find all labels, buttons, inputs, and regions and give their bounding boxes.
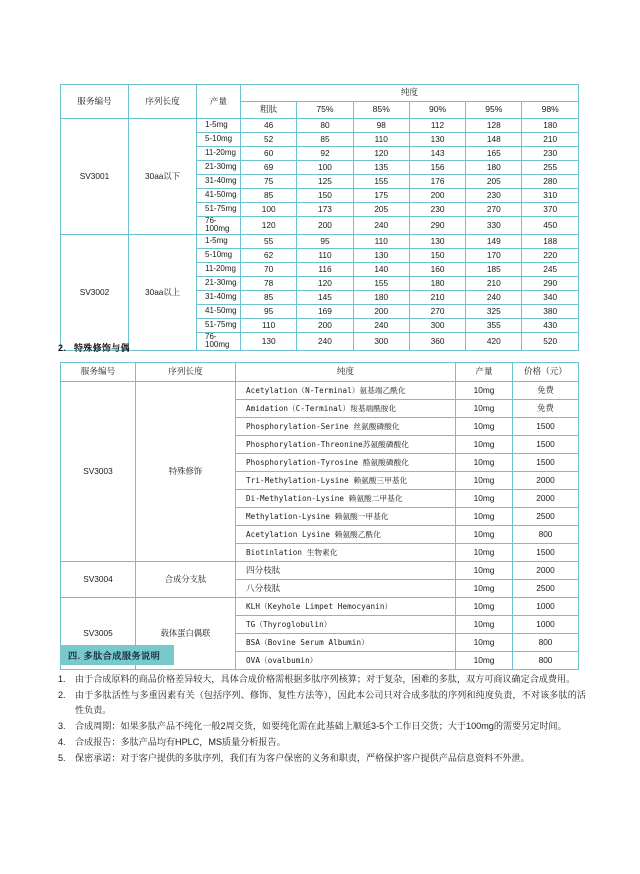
cell-modification-name: TG（Thyroglobulin） bbox=[236, 616, 456, 634]
note-number: 5. bbox=[58, 753, 66, 763]
cell-price-3: 360 bbox=[409, 332, 465, 350]
cell-yield: 10mg bbox=[456, 436, 513, 454]
cell-price-5: 188 bbox=[522, 234, 578, 248]
header-seq-length: 序列长度 bbox=[129, 85, 197, 119]
header-purity-group: 纯度 bbox=[241, 85, 579, 102]
cell-yield: 1-5mg bbox=[197, 234, 241, 248]
cell-price: 1000 bbox=[513, 616, 579, 634]
cell-service-no: SV3005 bbox=[61, 598, 136, 670]
cell-yield: 5-10mg bbox=[197, 133, 241, 147]
cell-modification-name: Phosphorylation-Serine 丝氨酸磷酸化 bbox=[236, 418, 456, 436]
cell-price-1: 100 bbox=[297, 161, 353, 175]
header-purity-5: 98% bbox=[522, 102, 578, 119]
cell-price-1: 145 bbox=[297, 290, 353, 304]
service-notes-heading: 四. 多肽合成服务说明 bbox=[60, 645, 174, 665]
cell-modification-name: 八分枝肽 bbox=[236, 580, 456, 598]
section-2-heading bbox=[58, 341, 130, 354]
cell-price-2: 110 bbox=[353, 234, 409, 248]
peptide-purity-price-table bbox=[60, 84, 579, 351]
cell-seq-length: 合成分支肽 bbox=[136, 562, 236, 598]
cell-price-3: 150 bbox=[409, 248, 465, 262]
cell-price-0: 130 bbox=[241, 332, 297, 350]
table-row bbox=[61, 382, 579, 400]
cell-price-2: 240 bbox=[353, 318, 409, 332]
header-purity-4: 95% bbox=[466, 102, 522, 119]
cell-price-2: 175 bbox=[353, 189, 409, 203]
note-text: 合成报告：多肽产品均有HPLC，MS质量分析报告。 bbox=[75, 737, 286, 747]
cell-yield: 10mg bbox=[456, 598, 513, 616]
cell-price-2: 130 bbox=[353, 248, 409, 262]
cell-price-4: 240 bbox=[466, 290, 522, 304]
cell-price-2: 180 bbox=[353, 290, 409, 304]
cell-price-5: 245 bbox=[522, 262, 578, 276]
cell-seq-length: 30aa以上 bbox=[129, 234, 197, 350]
cell-modification-name: 四分枝肽 bbox=[236, 562, 456, 580]
cell-yield: 41-50mg bbox=[197, 304, 241, 318]
cell-price: 免费 bbox=[513, 382, 579, 400]
note-item-3 bbox=[58, 719, 586, 734]
cell-yield: 10mg bbox=[456, 382, 513, 400]
cell-yield: 11-20mg bbox=[197, 262, 241, 276]
cell-price: 2500 bbox=[513, 580, 579, 598]
cell-seq-length: 载体蛋白偶联 bbox=[136, 598, 236, 670]
header-purity-1: 75% bbox=[297, 102, 353, 119]
cell-yield: 11-20mg bbox=[197, 147, 241, 161]
cell-price-0: 62 bbox=[241, 248, 297, 262]
note-text: 保密承诺：对于客户提供的多肽序列，我们有为客户保密的义务和职责，严格保护客户提供产品信息资料不外泄。 bbox=[75, 753, 530, 763]
cell-price-1: 80 bbox=[297, 119, 353, 133]
header-service-no: 服务编号 bbox=[61, 85, 129, 119]
cell-price: 800 bbox=[513, 634, 579, 652]
cell-yield: 10mg bbox=[456, 616, 513, 634]
cell-yield: 5-10mg bbox=[197, 248, 241, 262]
cell-price-3: 160 bbox=[409, 262, 465, 276]
section-2-title: 特殊修饰与偶 bbox=[74, 343, 130, 353]
cell-yield: 10mg bbox=[456, 562, 513, 580]
cell-price-3: 200 bbox=[409, 189, 465, 203]
cell-price-2: 240 bbox=[353, 217, 409, 235]
cell-price-1: 125 bbox=[297, 175, 353, 189]
cell-price-0: 55 bbox=[241, 234, 297, 248]
cell-price-2: 155 bbox=[353, 276, 409, 290]
cell-price-4: 355 bbox=[466, 318, 522, 332]
cell-price-2: 110 bbox=[353, 133, 409, 147]
cell-price-3: 290 bbox=[409, 217, 465, 235]
cell-price-5: 180 bbox=[522, 119, 578, 133]
cell-price-5: 290 bbox=[522, 276, 578, 290]
cell-price-4: 325 bbox=[466, 304, 522, 318]
mods-table-head bbox=[61, 363, 579, 382]
cell-price: 800 bbox=[513, 652, 579, 670]
note-text: 由于多肽活性与多重因素有关（包括序列、修饰、复性方法等），因此本公司只对合成多肽的序列和纯度负责，不对该多肽的活性负责。 bbox=[75, 690, 586, 715]
cell-price-0: 100 bbox=[241, 203, 297, 217]
cell-modification-name: Amidation（C-Terminal）羧基端酰胺化 bbox=[236, 400, 456, 418]
cell-price-3: 300 bbox=[409, 318, 465, 332]
cell-price: 1500 bbox=[513, 544, 579, 562]
header-mod-seq-length: 序列长度 bbox=[136, 363, 236, 382]
header-yield: 产量 bbox=[197, 85, 241, 119]
header-purity-0: 粗肽 bbox=[241, 102, 297, 119]
section-2-number: 2. bbox=[58, 343, 67, 353]
cell-yield: 1-5mg bbox=[197, 119, 241, 133]
cell-price-0: 110 bbox=[241, 318, 297, 332]
cell-yield: 10mg bbox=[456, 652, 513, 670]
cell-price-4: 170 bbox=[466, 248, 522, 262]
cell-price-4: 149 bbox=[466, 234, 522, 248]
cell-price-1: 200 bbox=[297, 217, 353, 235]
cell-price-5: 520 bbox=[522, 332, 578, 350]
note-number: 2. bbox=[58, 690, 66, 700]
cell-yield: 51-75mg bbox=[197, 318, 241, 332]
cell-price-4: 230 bbox=[466, 189, 522, 203]
purity-header-row-1 bbox=[61, 85, 579, 102]
cell-price-0: 75 bbox=[241, 175, 297, 189]
cell-yield: 10mg bbox=[456, 526, 513, 544]
cell-seq-length: 30aa以下 bbox=[129, 119, 197, 235]
cell-price: 免费 bbox=[513, 400, 579, 418]
note-number: 1. bbox=[58, 674, 66, 684]
cell-price-5: 230 bbox=[522, 147, 578, 161]
cell-price-0: 85 bbox=[241, 189, 297, 203]
special-modification-table bbox=[60, 362, 579, 670]
cell-price-2: 98 bbox=[353, 119, 409, 133]
cell-price-0: 70 bbox=[241, 262, 297, 276]
cell-modification-name: Acetylation（N-Terminal）氨基端乙酰化 bbox=[236, 382, 456, 400]
cell-price-5: 380 bbox=[522, 304, 578, 318]
cell-price-2: 120 bbox=[353, 147, 409, 161]
table-row bbox=[61, 598, 579, 616]
cell-price-0: 78 bbox=[241, 276, 297, 290]
cell-price-5: 450 bbox=[522, 217, 578, 235]
purity-table-body bbox=[61, 119, 579, 351]
table-row bbox=[61, 234, 579, 248]
mods-header-row bbox=[61, 363, 579, 382]
cell-price-4: 420 bbox=[466, 332, 522, 350]
header-mod-yield: 产量 bbox=[456, 363, 513, 382]
cell-yield: 10mg bbox=[456, 472, 513, 490]
cell-yield: 31-40mg bbox=[197, 290, 241, 304]
cell-price-5: 430 bbox=[522, 318, 578, 332]
header-mod-purity: 纯度 bbox=[236, 363, 456, 382]
cell-yield: 21-30mg bbox=[197, 161, 241, 175]
cell-price-4: 148 bbox=[466, 133, 522, 147]
cell-price-2: 135 bbox=[353, 161, 409, 175]
cell-price-2: 140 bbox=[353, 262, 409, 276]
cell-price: 1000 bbox=[513, 598, 579, 616]
cell-price-4: 165 bbox=[466, 147, 522, 161]
cell-yield: 21-30mg bbox=[197, 276, 241, 290]
cell-price-1: 85 bbox=[297, 133, 353, 147]
cell-price-5: 340 bbox=[522, 290, 578, 304]
mods-table-body bbox=[61, 382, 579, 670]
cell-yield: 10mg bbox=[456, 418, 513, 436]
cell-price-1: 240 bbox=[297, 332, 353, 350]
cell-price-1: 95 bbox=[297, 234, 353, 248]
cell-modification-name: BSA（Bovine Serum Albumin） bbox=[236, 634, 456, 652]
note-item-4 bbox=[58, 735, 586, 750]
cell-price-0: 85 bbox=[241, 290, 297, 304]
cell-price-3: 112 bbox=[409, 119, 465, 133]
note-number: 4. bbox=[58, 737, 66, 747]
cell-price-0: 120 bbox=[241, 217, 297, 235]
cell-price-4: 270 bbox=[466, 203, 522, 217]
cell-service-no: SV3001 bbox=[61, 119, 129, 235]
note-item-1 bbox=[58, 672, 586, 687]
cell-yield: 51-75mg bbox=[197, 203, 241, 217]
cell-price-5: 280 bbox=[522, 175, 578, 189]
note-text: 由于合成原料的商品价格差异较大，具体合成价格需根据多肽序列核算；对于复杂，困难的多肽，双方可商议确定合成费用。 bbox=[75, 674, 576, 684]
cell-price: 1500 bbox=[513, 436, 579, 454]
cell-price-4: 205 bbox=[466, 175, 522, 189]
note-item-5 bbox=[58, 751, 586, 766]
cell-price-1: 116 bbox=[297, 262, 353, 276]
cell-service-no: SV3003 bbox=[61, 382, 136, 562]
cell-price-3: 130 bbox=[409, 133, 465, 147]
cell-yield: 10mg bbox=[456, 580, 513, 598]
cell-price-2: 155 bbox=[353, 175, 409, 189]
cell-price-0: 52 bbox=[241, 133, 297, 147]
cell-modification-name: OVA（ovalbumin） bbox=[236, 652, 456, 670]
cell-modification-name: Acetylation Lysine 赖氨酸乙酰化 bbox=[236, 526, 456, 544]
cell-price-3: 230 bbox=[409, 203, 465, 217]
cell-service-no: SV3002 bbox=[61, 234, 129, 350]
cell-price-3: 156 bbox=[409, 161, 465, 175]
cell-price-2: 205 bbox=[353, 203, 409, 217]
cell-price-5: 370 bbox=[522, 203, 578, 217]
cell-price-1: 150 bbox=[297, 189, 353, 203]
header-mod-service-no: 服务编号 bbox=[61, 363, 136, 382]
table-row bbox=[61, 562, 579, 580]
cell-price-5: 255 bbox=[522, 161, 578, 175]
cell-modification-name: KLH（Keyhole Limpet Hemocyanin） bbox=[236, 598, 456, 616]
header-mod-price: 价格（元） bbox=[513, 363, 579, 382]
table-row bbox=[61, 119, 579, 133]
cell-price-1: 169 bbox=[297, 304, 353, 318]
purity-table-head bbox=[61, 85, 579, 119]
cell-price-2: 200 bbox=[353, 304, 409, 318]
cell-price-1: 173 bbox=[297, 203, 353, 217]
note-item-2 bbox=[58, 688, 586, 718]
cell-yield: 10mg bbox=[456, 508, 513, 526]
cell-price-4: 180 bbox=[466, 161, 522, 175]
cell-yield: 10mg bbox=[456, 400, 513, 418]
header-purity-3: 90% bbox=[409, 102, 465, 119]
service-notes-list bbox=[58, 672, 586, 767]
cell-modification-name: Phosphorylation-Threonine苏氨酸磷酸化 bbox=[236, 436, 456, 454]
cell-price-3: 270 bbox=[409, 304, 465, 318]
cell-price-1: 200 bbox=[297, 318, 353, 332]
cell-price-1: 92 bbox=[297, 147, 353, 161]
cell-price: 2000 bbox=[513, 490, 579, 508]
cell-price-3: 130 bbox=[409, 234, 465, 248]
cell-price-1: 120 bbox=[297, 276, 353, 290]
header-purity-2: 85% bbox=[353, 102, 409, 119]
cell-price-5: 210 bbox=[522, 133, 578, 147]
cell-price-3: 176 bbox=[409, 175, 465, 189]
cell-seq-length: 特殊修饰 bbox=[136, 382, 236, 562]
cell-price-3: 180 bbox=[409, 276, 465, 290]
cell-price-1: 110 bbox=[297, 248, 353, 262]
cell-price-4: 185 bbox=[466, 262, 522, 276]
cell-price: 2000 bbox=[513, 472, 579, 490]
cell-modification-name: Phosphorylation-Tyrosine 酪氨酸磷酸化 bbox=[236, 454, 456, 472]
cell-yield: 10mg bbox=[456, 454, 513, 472]
cell-yield: 10mg bbox=[456, 490, 513, 508]
cell-price-0: 95 bbox=[241, 304, 297, 318]
cell-modification-name: Biotinlation 生物素化 bbox=[236, 544, 456, 562]
cell-price: 1500 bbox=[513, 454, 579, 472]
cell-modification-name: Methylation-Lysine 赖氨酸一甲基化 bbox=[236, 508, 456, 526]
cell-price-5: 310 bbox=[522, 189, 578, 203]
cell-modification-name: Tri-Methylation-Lysine 赖氨酸三甲基化 bbox=[236, 472, 456, 490]
note-text: 合成周期：如果多肽产品不纯化一般2周交货，如要纯化需在此基础上顺延3-5个工作日交货；大于100mg的需要另定时间。 bbox=[75, 721, 567, 731]
cell-service-no: SV3004 bbox=[61, 562, 136, 598]
cell-price-0: 69 bbox=[241, 161, 297, 175]
cell-yield: 31-40mg bbox=[197, 175, 241, 189]
cell-price-4: 128 bbox=[466, 119, 522, 133]
cell-price: 1500 bbox=[513, 418, 579, 436]
cell-price-4: 330 bbox=[466, 217, 522, 235]
cell-price: 2000 bbox=[513, 562, 579, 580]
cell-yield: 41-50mg bbox=[197, 189, 241, 203]
cell-yield: 76-100mg bbox=[197, 332, 241, 350]
cell-price-5: 220 bbox=[522, 248, 578, 262]
cell-yield: 10mg bbox=[456, 634, 513, 652]
cell-price-0: 60 bbox=[241, 147, 297, 161]
cell-price-3: 210 bbox=[409, 290, 465, 304]
cell-modification-name: Di-Methylation-Lysine 赖氨酸二甲基化 bbox=[236, 490, 456, 508]
cell-price-2: 300 bbox=[353, 332, 409, 350]
note-number: 3. bbox=[58, 721, 66, 731]
cell-price-0: 46 bbox=[241, 119, 297, 133]
cell-yield: 10mg bbox=[456, 544, 513, 562]
cell-price: 2500 bbox=[513, 508, 579, 526]
cell-price-3: 143 bbox=[409, 147, 465, 161]
cell-price: 800 bbox=[513, 526, 579, 544]
cell-yield: 76-100mg bbox=[197, 217, 241, 235]
cell-price-4: 210 bbox=[466, 276, 522, 290]
